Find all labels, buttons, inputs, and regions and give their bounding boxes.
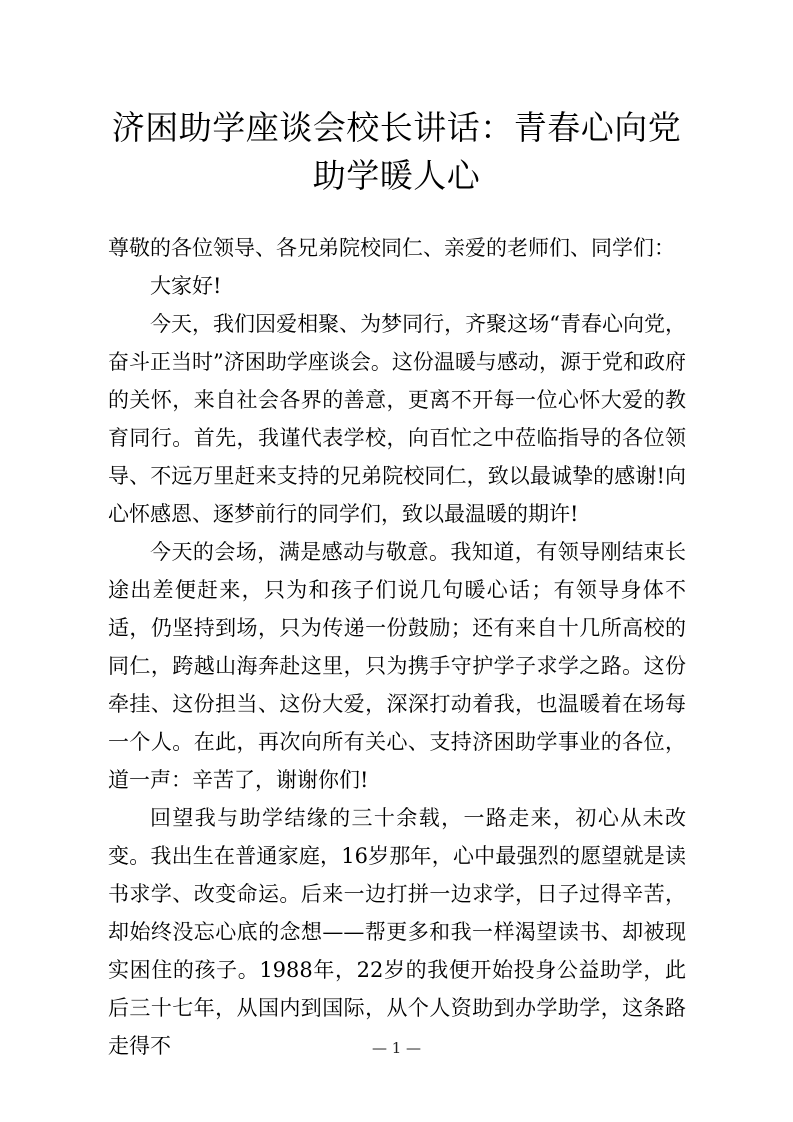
body-paragraph: 今天的会场，满是感动与敬意。我知道，有领导刚结束长途出差便赶来，只为和孩子们说几句暖心话；有领导身体不适，仍坚持到场，只为传递一份鼓励；还有来自十几所高校的同仁，跨越山海奔赴这里，只为携手守护学子求学之路。这份牵挂、这份担当、这份大爱，深深打动着我，也温暖着在场每一个人。在此，再次向所有关心、支持济困助学事业的各位，道一声：辛苦了，谢谢你们! (108, 540, 686, 792)
body-paragraph: 今天，我们因爱相聚、为梦同行，齐聚这场“青春心向党，奋斗正当时”济困助学座谈会。这份温暖与感动，源于党和政府的关怀，来自社会各界的善意，更离不开每一位心怀大爱的教育同行。首先，我谨代表学校，向百忙之中莅临指导的各位领导、不远万里赶来支持的兄弟院校同仁，致以最诚挚的感谢!向心怀感恩、逐梦前行的同学们，致以最温暖的期许! (108, 312, 686, 526)
page-number: — 1 — (371, 1039, 422, 1057)
document-body (108, 229, 686, 1065)
salutation-paragraph: 尊敬的各位领导、各兄弟院校同仁、亲爱的老师们、同学们： (108, 236, 675, 260)
document-title: 济困助学座谈会校长讲话：青春心向党助学暖人心 (111, 108, 682, 195)
body-paragraph: 回望我与助学结缘的三十余载，一路走来，初心从未改变。我出生在普通家庭，16岁那年，心中最强烈的愿望就是读书求学、改变命运。后来一边打拼一边求学，日子过得辛苦，却始终没忘心底的念想——帮更多和我一样渴望读书、却被现实困住的孩子。1988年，22岁的我便开始投身公益助学，此后三十七年，从国内到国际，从个人资助到办学助学，这条路走得不 (108, 806, 686, 1058)
greeting-paragraph: 大家好! (150, 274, 222, 298)
